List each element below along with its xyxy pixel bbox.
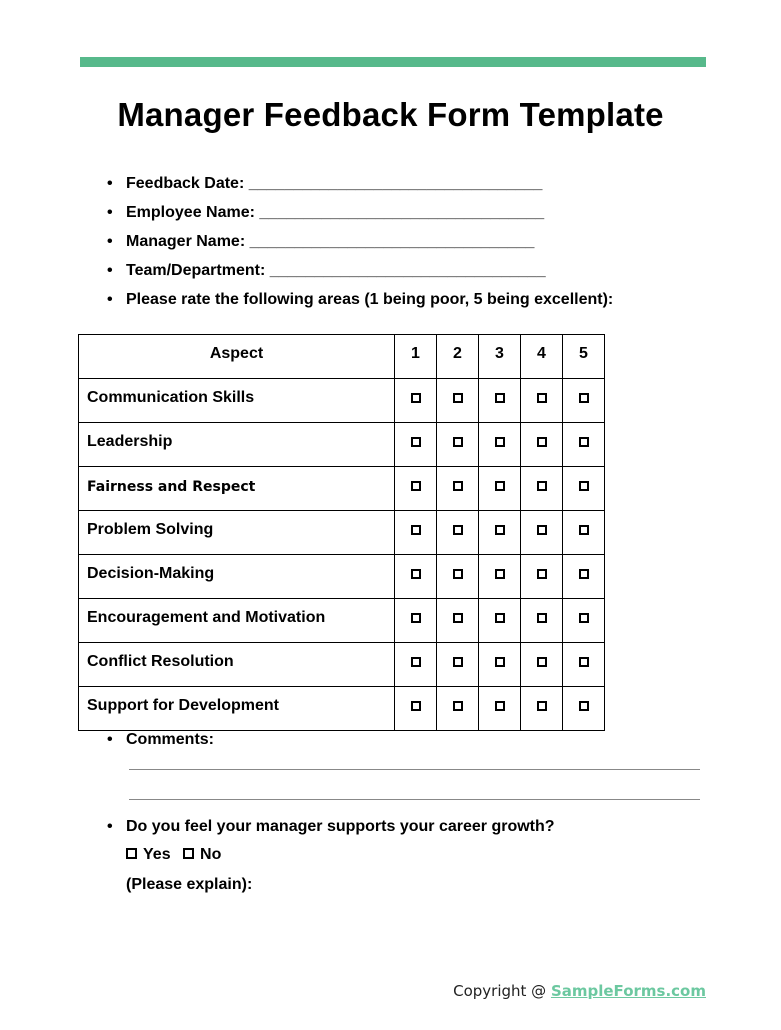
rating-checkbox[interactable] [453,657,463,667]
please-explain-label: (Please explain): [126,876,253,893]
rating-checkbox[interactable] [579,657,589,667]
table-header-row [79,335,605,379]
table-row [79,467,605,511]
aspect-label: Encouragement and Motivation [79,599,395,643]
rating-checkbox[interactable] [453,701,463,711]
no-checkbox[interactable] [183,848,194,859]
aspect-label: Leadership [79,423,395,467]
rating-checkbox[interactable] [579,481,589,491]
rating-table [78,334,605,731]
rating-checkbox[interactable] [411,437,421,447]
copyright-text: Copyright @ [453,982,551,1000]
rating-checkbox[interactable] [495,657,505,667]
rating-checkbox[interactable] [537,613,547,623]
rating-checkbox[interactable] [537,437,547,447]
rating-checkbox[interactable] [495,393,505,403]
table-row [79,379,605,423]
rating-checkbox[interactable] [411,525,421,535]
yes-checkbox[interactable] [126,848,137,859]
rating-checkbox[interactable] [537,701,547,711]
rating-checkbox[interactable] [411,569,421,579]
aspect-label: Fairness and Respect [79,467,395,511]
table-row [79,423,605,467]
rating-checkbox[interactable] [579,525,589,535]
rating-checkbox[interactable] [579,569,589,579]
rating-checkbox[interactable] [411,701,421,711]
table-row [79,643,605,687]
employee-name-blank[interactable]: ________________________________ [259,204,545,221]
rating-checkbox[interactable] [495,525,505,535]
team-department-blank[interactable]: _______________________________ [269,262,546,279]
manager-name-blank[interactable]: ________________________________ [249,233,535,250]
field-label: Manager Name: [126,233,246,250]
rating-checkbox[interactable] [579,437,589,447]
rating-checkbox[interactable] [537,569,547,579]
aspect-label: Communication Skills [79,379,395,423]
rating-checkbox[interactable] [495,481,505,491]
aspect-label: Support for Development [79,687,395,731]
feedback-date-blank[interactable]: _________________________________ [248,175,543,192]
rating-checkbox[interactable] [579,393,589,403]
comment-write-line[interactable] [129,769,700,770]
rating-checkbox[interactable] [411,613,421,623]
rating-checkbox[interactable] [453,437,463,447]
accent-bar [80,57,706,67]
aspect-label: Decision-Making [79,555,395,599]
no-label: No [200,846,222,863]
career-growth-question: • Do you feel your manager supports your career growth? [107,818,555,836]
table-row [79,687,605,731]
rating-checkbox[interactable] [411,393,421,403]
rating-checkbox[interactable] [453,613,463,623]
field-employee-name [107,198,727,227]
comment-write-line[interactable] [129,799,700,800]
footer [453,982,706,1000]
rating-checkbox[interactable] [453,569,463,579]
field-list [107,169,727,314]
rating-checkbox[interactable] [537,525,547,535]
rating-checkbox[interactable] [495,437,505,447]
yes-no-row [126,846,221,864]
yes-label: Yes [143,846,171,863]
page-title: Manager Feedback Form Template [117,96,664,133]
rating-checkbox[interactable] [579,613,589,623]
rating-checkbox[interactable] [495,613,505,623]
rating-checkbox[interactable] [453,525,463,535]
scale-header-2: 2 [437,335,479,379]
comments-label: • Comments: [107,731,214,749]
rating-checkbox[interactable] [537,393,547,403]
field-manager-name [107,227,727,256]
rating-checkbox[interactable] [537,481,547,491]
scale-header-4: 4 [521,335,563,379]
rating-checkbox[interactable] [579,701,589,711]
rating-checkbox[interactable] [453,393,463,403]
table-row [79,555,605,599]
field-label: Team/Department: [126,262,266,279]
field-label: Feedback Date: [126,175,245,192]
aspect-label: Conflict Resolution [79,643,395,687]
scale-header-1: 1 [395,335,437,379]
field-label: Employee Name: [126,204,255,221]
rating-checkbox[interactable] [537,657,547,667]
field-team-department [107,256,727,285]
aspect-column-header: Aspect [79,335,395,379]
rating-checkbox[interactable] [453,481,463,491]
table-row [79,599,605,643]
rating-checkbox[interactable] [495,569,505,579]
rating-checkbox[interactable] [495,701,505,711]
rating-checkbox[interactable] [411,657,421,667]
field-feedback-date [107,169,727,198]
table-row [79,511,605,555]
scale-header-5: 5 [563,335,605,379]
sampleforms-link[interactable]: SampleForms.com [550,982,706,1000]
rating-checkbox[interactable] [411,481,421,491]
aspect-label: Problem Solving [79,511,395,555]
rating-intro: • Please rate the following areas (1 being poor, 5 being excellent): [107,285,727,314]
scale-header-3: 3 [479,335,521,379]
